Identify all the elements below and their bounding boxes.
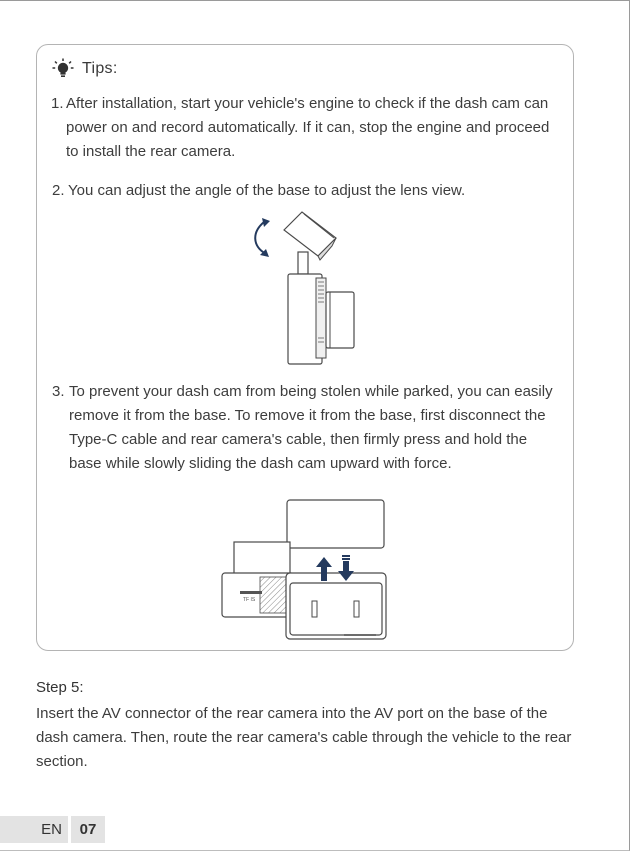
step-5-body: Insert the AV connector of the rear camera into the AV port on the base of the dash camera. Then, route the rear camera's cable through the vehicle to the rear section.: [36, 705, 572, 770]
tip-text: To prevent your dash cam from being stolen while parked, you can easily remove it from the base. To remove it from the base, first disconnect the Type-C cable and rear camera's cable, then firmly press and hold the base while slowly sliding the dash cam upward with force.: [69, 383, 553, 472]
tip-text: You can adjust the angle of the base to adjust the lens view.: [68, 182, 466, 199]
rotate-arrow-icon: [255, 222, 266, 254]
tip-number: 2.: [52, 182, 65, 199]
footer-page-number: 07: [71, 816, 105, 843]
tip-number: 3.: [52, 383, 65, 400]
tip-item-3: [52, 380, 562, 476]
adjust-angle-illustration: [240, 208, 370, 368]
tf-card-label: TF IS: [243, 597, 256, 603]
tip-item-2: [52, 179, 562, 203]
step-5-title: Step 5:: [36, 679, 84, 696]
footer-language: EN: [0, 816, 68, 843]
tips-title: Tips:: [82, 60, 118, 77]
tip-text: After installation, start your vehicle's engine to check if the dash cam can power on and record automatically. If it can, stop the engine and proceed to install the rear camera.: [66, 95, 550, 160]
remove-dashcam-illustration: [220, 497, 400, 643]
lightbulb-icon: [52, 58, 74, 80]
tip-item-1: [51, 92, 561, 164]
tips-header: [52, 56, 118, 82]
tip-number: 1.: [51, 95, 64, 112]
